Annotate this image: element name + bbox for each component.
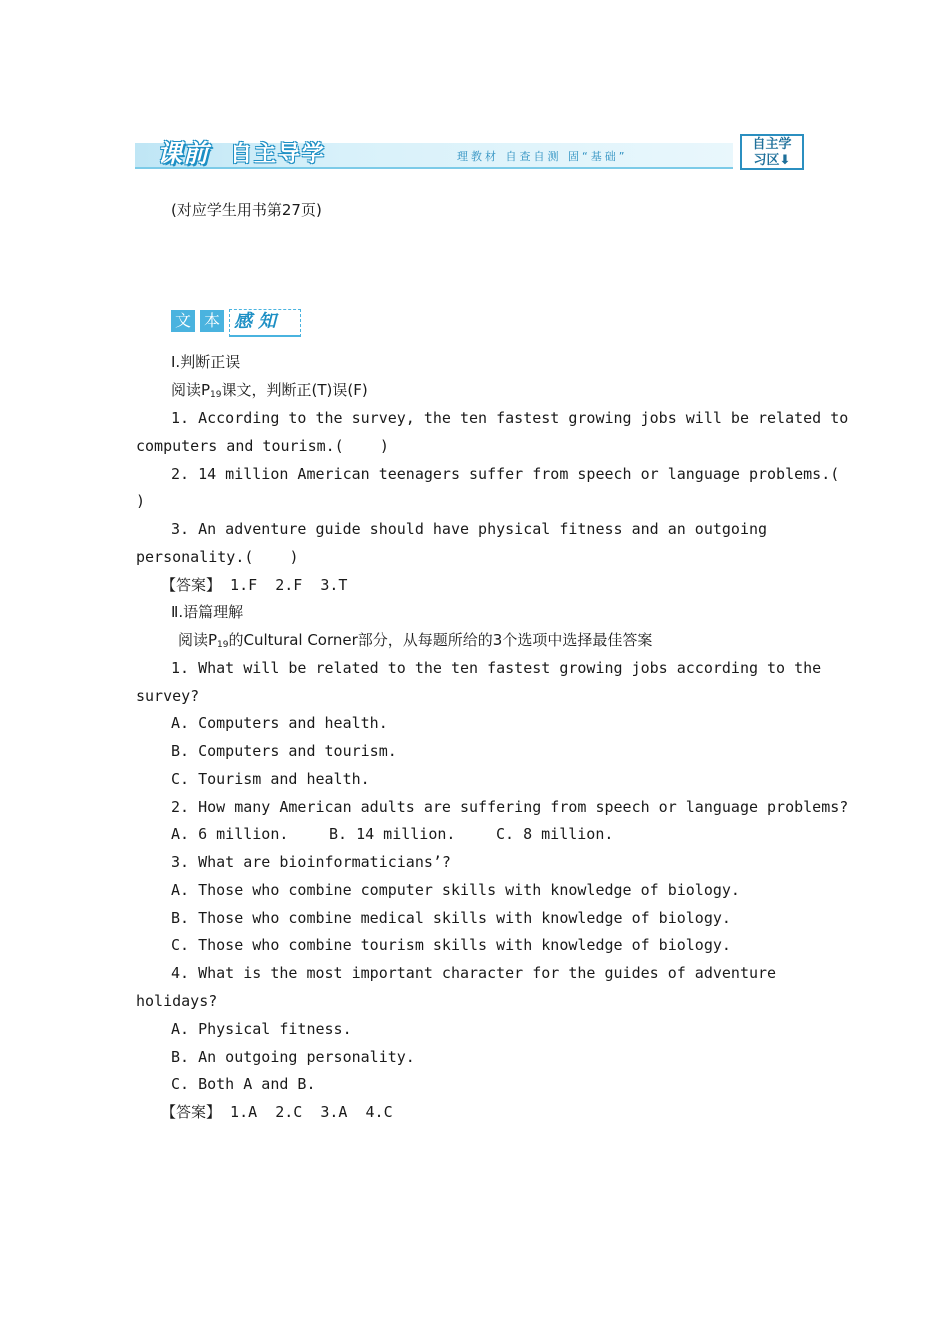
banner-strip bbox=[135, 143, 733, 169]
part1-q3-line2: personality.( ) bbox=[136, 548, 299, 566]
part2-q1-line1: 1. What will be related to the ten fastest growing jobs according to the bbox=[171, 659, 822, 677]
instr-pre: 阅读P bbox=[178, 631, 218, 649]
instr-post: 课文，判断正(T)误(F) bbox=[221, 381, 368, 399]
part1-q2-line2: ) bbox=[136, 492, 146, 510]
answer-label: 【答案】 bbox=[161, 1103, 222, 1121]
section-tag-rest: 感知 bbox=[229, 309, 301, 337]
badge-line2-text: 习区 bbox=[753, 153, 780, 168]
badge-line2 bbox=[742, 153, 802, 169]
part2-q1-option-c: C. Tourism and health. bbox=[171, 770, 370, 788]
part1-q3-line1: 3. An adventure guide should have physical fitness and an outgoing bbox=[171, 520, 768, 538]
instr-pre: 阅读P bbox=[171, 381, 211, 399]
section-tag bbox=[171, 309, 301, 339]
part2-q4-line1: 4. What is the most important character for the guides of adventure bbox=[171, 964, 777, 982]
badge-line1: 自主学 bbox=[752, 137, 792, 152]
section-tag-char2: 本 bbox=[200, 310, 224, 332]
part2-q4-option-b: B. An outgoing personality. bbox=[171, 1048, 415, 1066]
instr-sub: 19 bbox=[217, 640, 229, 650]
banner-title-sub: 自主导学 bbox=[230, 141, 327, 167]
page-reference: (对应学生用书第27页) bbox=[171, 201, 322, 219]
answer-text: 1.A 2.C 3.A 4.C bbox=[230, 1103, 393, 1121]
part1-q2-line1: 2. 14 million American teenagers suffer from speech or language problems.( bbox=[171, 465, 840, 483]
part1-q1-line1: 1. According to the survey, the ten fastest growing jobs will be related to bbox=[171, 409, 849, 427]
part2-instruction bbox=[178, 630, 652, 655]
section-tag-char1: 文 bbox=[171, 310, 195, 332]
banner-slogan: 理教材 自查自测 固“基础” bbox=[457, 150, 628, 163]
instr-post: 的Cultural Corner部分，从每题所给的3个选项中选择最佳答案 bbox=[228, 631, 653, 649]
down-arrow-icon: ⬇ bbox=[779, 153, 791, 168]
part2-answer bbox=[161, 1102, 393, 1122]
banner-title-big: 课前 bbox=[157, 139, 210, 168]
part2-q3-option-a: A. Those who combine computer skills with knowledge of biology. bbox=[171, 881, 740, 899]
part1-heading: Ⅰ.判断正误 bbox=[171, 353, 241, 371]
part2-q4-option-c: C. Both A and B. bbox=[171, 1075, 316, 1093]
section-banner bbox=[135, 133, 807, 173]
part1-answer bbox=[161, 575, 347, 595]
part2-q2-option-c: C. 8 million. bbox=[496, 825, 614, 843]
answer-label: 【答案】 bbox=[161, 576, 222, 594]
instr-sub: 19 bbox=[210, 390, 222, 400]
part2-q3-option-c: C. Those who combine tourism skills with knowledge of biology. bbox=[171, 936, 731, 954]
banner-badge bbox=[740, 134, 804, 170]
part2-q1-option-a: A. Computers and health. bbox=[171, 714, 388, 732]
part2-q1-option-b: B. Computers and tourism. bbox=[171, 742, 397, 760]
part2-q4-line2: holidays? bbox=[136, 992, 218, 1010]
part2-heading: Ⅱ.语篇理解 bbox=[171, 603, 244, 621]
part1-q1-line2: computers and tourism.( ) bbox=[136, 437, 389, 455]
part2-q1-line2: survey? bbox=[136, 687, 200, 705]
part2-q3-option-b: B. Those who combine medical skills with knowledge of biology. bbox=[171, 909, 731, 927]
part2-q2-option-a: A. 6 million. bbox=[171, 825, 289, 843]
part1-instruction bbox=[171, 380, 368, 405]
part2-q4-option-a: A. Physical fitness. bbox=[171, 1020, 352, 1038]
answer-text: 1.F 2.F 3.T bbox=[230, 576, 348, 594]
part2-q2: 2. How many American adults are suffering from speech or language problems? bbox=[171, 798, 849, 816]
part2-q3: 3. What are bioinformaticians’? bbox=[171, 853, 451, 871]
part2-q2-option-b: B. 14 million. bbox=[329, 825, 456, 843]
